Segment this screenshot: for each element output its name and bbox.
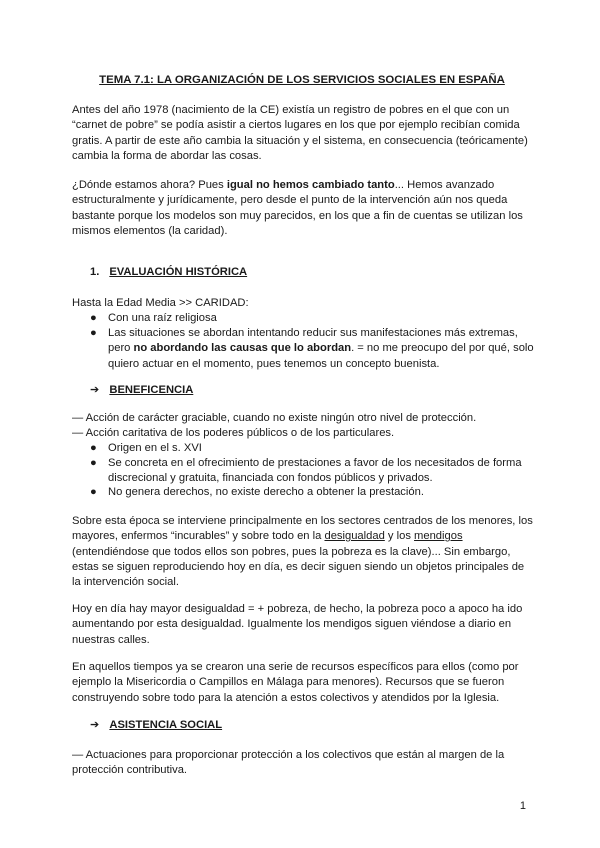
bullet-icon: ●	[90, 442, 97, 454]
list-item	[90, 456, 536, 487]
p3-text-c: (entendiéndose que todos ellos son pobres, pues la pobreza es la clave)... Sin embargo, estas se siguen reproduciendo hoy en día, es decir siguen siendo un objetos principales de la intervención social.	[72, 545, 525, 589]
bullet-icon: ●	[90, 327, 97, 339]
list-item-text: No genera derechos, no existe derecho a obtener la prestación.	[108, 486, 424, 498]
b2-text-c: . = no me preocupo del por qué, solo quiero actuar en el momento, pues tenemos un concepto buenista.	[108, 342, 534, 370]
p2-text-a: ¿Dónde estamos ahora? Pues	[72, 179, 227, 191]
beneficencia-line-1: — Acción de carácter graciable, cuando no existe ningún otro nivel de protección.	[72, 412, 477, 424]
subheading-asistencia-social	[90, 718, 222, 733]
subheading-label: ASISTENCIA SOCIAL	[109, 719, 223, 731]
paragraph-actuaciones: — Actuaciones para proporcionar protección a los colectivos que están al margen de la protección contributiva.	[72, 749, 505, 777]
list-item-text: Se concreta en el ofrecimiento de prestaciones a favor de los necesitados de forma discrecional y gratuita, financiada con fondos públicos y privados.	[108, 457, 522, 485]
paragraph-sobre-esta-epoca	[72, 514, 534, 590]
page-number: 1	[519, 800, 526, 812]
bullet-icon: ●	[90, 312, 97, 324]
list-item	[90, 311, 536, 326]
list-item	[90, 326, 536, 372]
section-number: 1.	[90, 266, 100, 278]
section-heading-evaluacion	[90, 265, 247, 280]
arrow-right-icon: ➔	[90, 384, 100, 396]
paragraph-hoy-en-dia: Hoy en día hay mayor desigualdad = + pobreza, de hecho, la pobreza poco a apoco ha ido aumentando por esta desigualdad. Igualmente los mendigos siguen viéndose a diario en nuestras calles.	[72, 603, 523, 646]
b2-text-a: Las situaciones se abordan intentando reducir sus manifestaciones más extremas, pero	[108, 327, 518, 355]
underlined-mendigos: mendigos	[414, 530, 463, 543]
document-title: TEMA 7.1: LA ORGANIZACIÓN DE LOS SERVICIOS SOCIALES EN ESPAÑA	[99, 74, 505, 86]
list-item-text	[108, 326, 536, 372]
section-label: EVALUACIÓN HISTÓRICA	[109, 266, 248, 278]
hasta-line: Hasta la Edad Media >> CARIDAD:	[72, 297, 249, 309]
bullet-icon: ●	[90, 457, 97, 469]
b2-bold: no abordando las causas que lo abordan	[133, 342, 352, 355]
paragraph-aquellos-tiempos: En aquellos tiempos ya se crearon una serie de recursos específicos para ellos (como por ejemplo la Misericordia o Campillos en Málaga para menores). Recursos que se fueron construyendo sobre todo para la atención a estos colectivos y atendidos por la Iglesia.	[72, 661, 519, 704]
bullet-icon: ●	[90, 486, 97, 498]
p2-text-c: ... Hemos avanzado estructuralmente y jurídicamente, pero desde el punto de la intervención aún nos queda bastante porque los modelos son muy parecidos, en los que a fin de cuentas se utilizan los mismos elementos (la caridad).	[72, 179, 523, 237]
list-item	[90, 485, 536, 500]
subheading-beneficencia	[90, 383, 193, 398]
subheading-label: BENEFICENCIA	[109, 384, 194, 396]
list-item-text: Origen en el s. XVI	[108, 442, 202, 454]
list-item-text: Con una raíz religiosa	[108, 312, 217, 324]
arrow-right-icon: ➔	[90, 719, 100, 731]
p3-text-b: y los	[384, 530, 415, 543]
p3-text-a: Sobre esta época se interviene principalmente en los sectores centrados de los menores, los mayores, enfermos “incurables” y sobre todo en la	[72, 515, 533, 543]
paragraph-donde-estamos	[72, 178, 534, 239]
p2-bold: igual no hemos cambiado tanto	[226, 179, 395, 191]
list-item	[90, 441, 536, 456]
intro-paragraph: Antes del año 1978 (nacimiento de la CE) existía un registro de pobres en el que con un “carnet de pobre” se podía asistir a ciertos lugares en los que por ejemplo recibían comida gratis. A partir de este año cambia la situación y el sistema, en consecuencia (teóricamente) cambia la forma de abordar las cosas.	[72, 104, 528, 162]
beneficencia-line-2: — Acción caritativa de los poderes públicos o de los particulares.	[72, 427, 395, 439]
underlined-desigualdad: desigualdad	[324, 530, 385, 543]
